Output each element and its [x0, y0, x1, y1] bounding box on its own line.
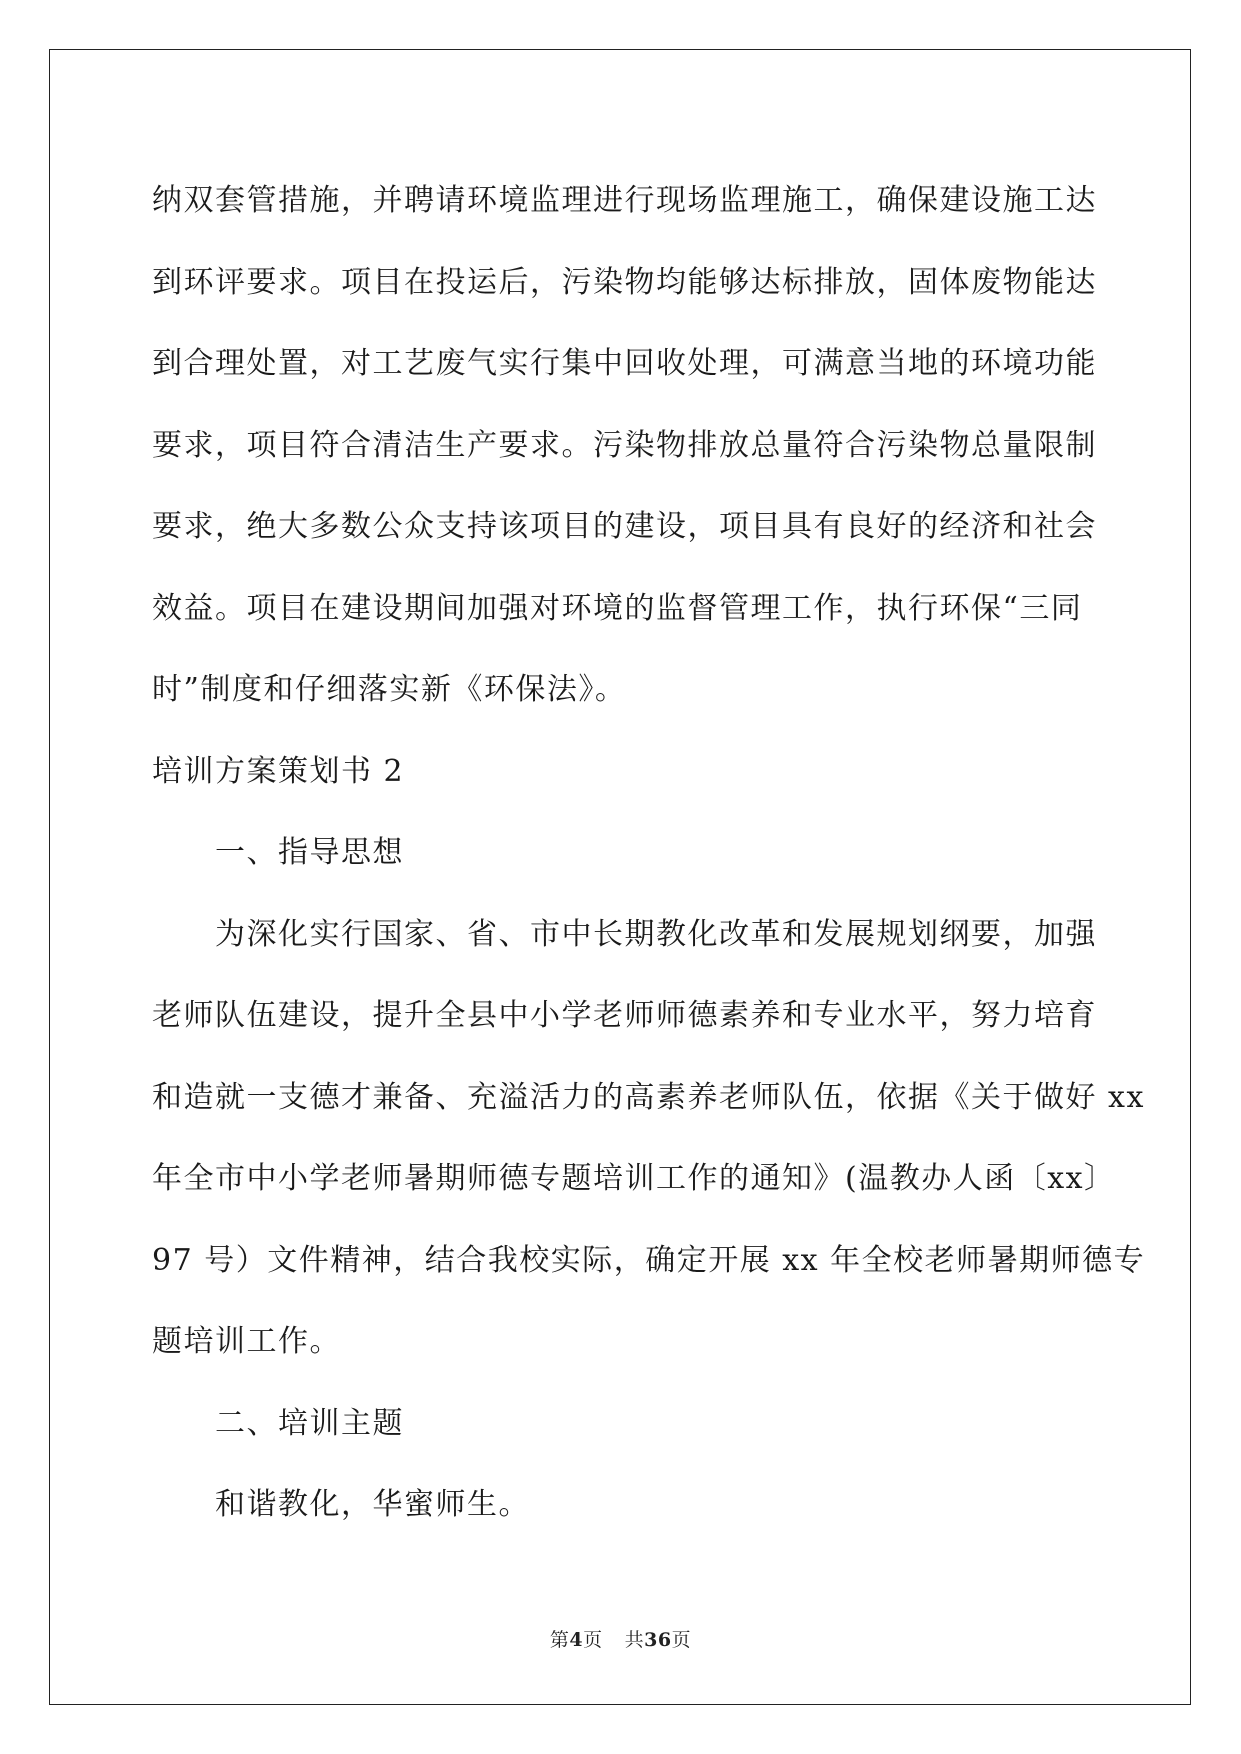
body-line: 年全市中小学老师暑期师德专题培训工作的通知》(温教办人函〔xx〕 [152, 1161, 1116, 1196]
body-line: 和谐教化，华蜜师生。 [215, 1487, 530, 1522]
footer-page-number: 4 [569, 1629, 584, 1651]
body-line: 时”制度和仔细落实新《环保法》。 [152, 672, 627, 707]
footer-total-prefix: 共 [624, 1629, 645, 1651]
body-line: 老师队伍建设，提升全县中小学老师师德素养和专业水平，努力培育 [152, 998, 1097, 1033]
body-line: 到环评要求。项目在投运后，污染物均能够达标排放，固体废物能达 [152, 264, 1097, 300]
body-line: 要求，绝大多数公众支持该项目的建设，项目具有良好的经济和社会 [152, 509, 1097, 544]
footer-total-pages: 36 [644, 1629, 672, 1651]
footer-total-suffix: 页 [671, 1629, 692, 1651]
body-line: 97 号）文件精神，结合我校实际，确定开展 xx 年全校老师暑期师德专 [152, 1242, 1146, 1278]
footer-page-suffix: 页 [583, 1629, 603, 1651]
body-line: 题培训工作。 [152, 1324, 341, 1359]
document-body [152, 160, 1146, 1546]
body-line: 纳双套管措施，并聘请环境监理进行现场监理施工，确保建设施工达 [152, 183, 1097, 218]
heading-guiding-ideology: 一、指导思想 [215, 835, 404, 870]
body-line: 要求，项目符合清洁生产要求。污染物排放总量符合污染物总量限制 [152, 427, 1097, 463]
body-line: 效益。项目在建设期间加强对环境的监督管理工作，执行环保“三同 [152, 590, 1083, 626]
body-line: 到合理处置，对工艺废气实行集中回收处理，可满意当地的环境功能 [152, 346, 1097, 381]
body-line: 为深化实行国家、省、市中长期教化改革和发展规划纲要，加强 [215, 916, 1097, 952]
footer-page-prefix: 第 [549, 1629, 570, 1651]
section-title: 培训方案策划书 2 [152, 753, 405, 789]
page-footer [0, 1625, 1241, 1652]
body-line: 和造就一支德才兼备、充溢活力的高素养老师队伍，依据《关于做好 xx [152, 1079, 1145, 1115]
heading-training-theme: 二、培训主题 [215, 1405, 404, 1441]
